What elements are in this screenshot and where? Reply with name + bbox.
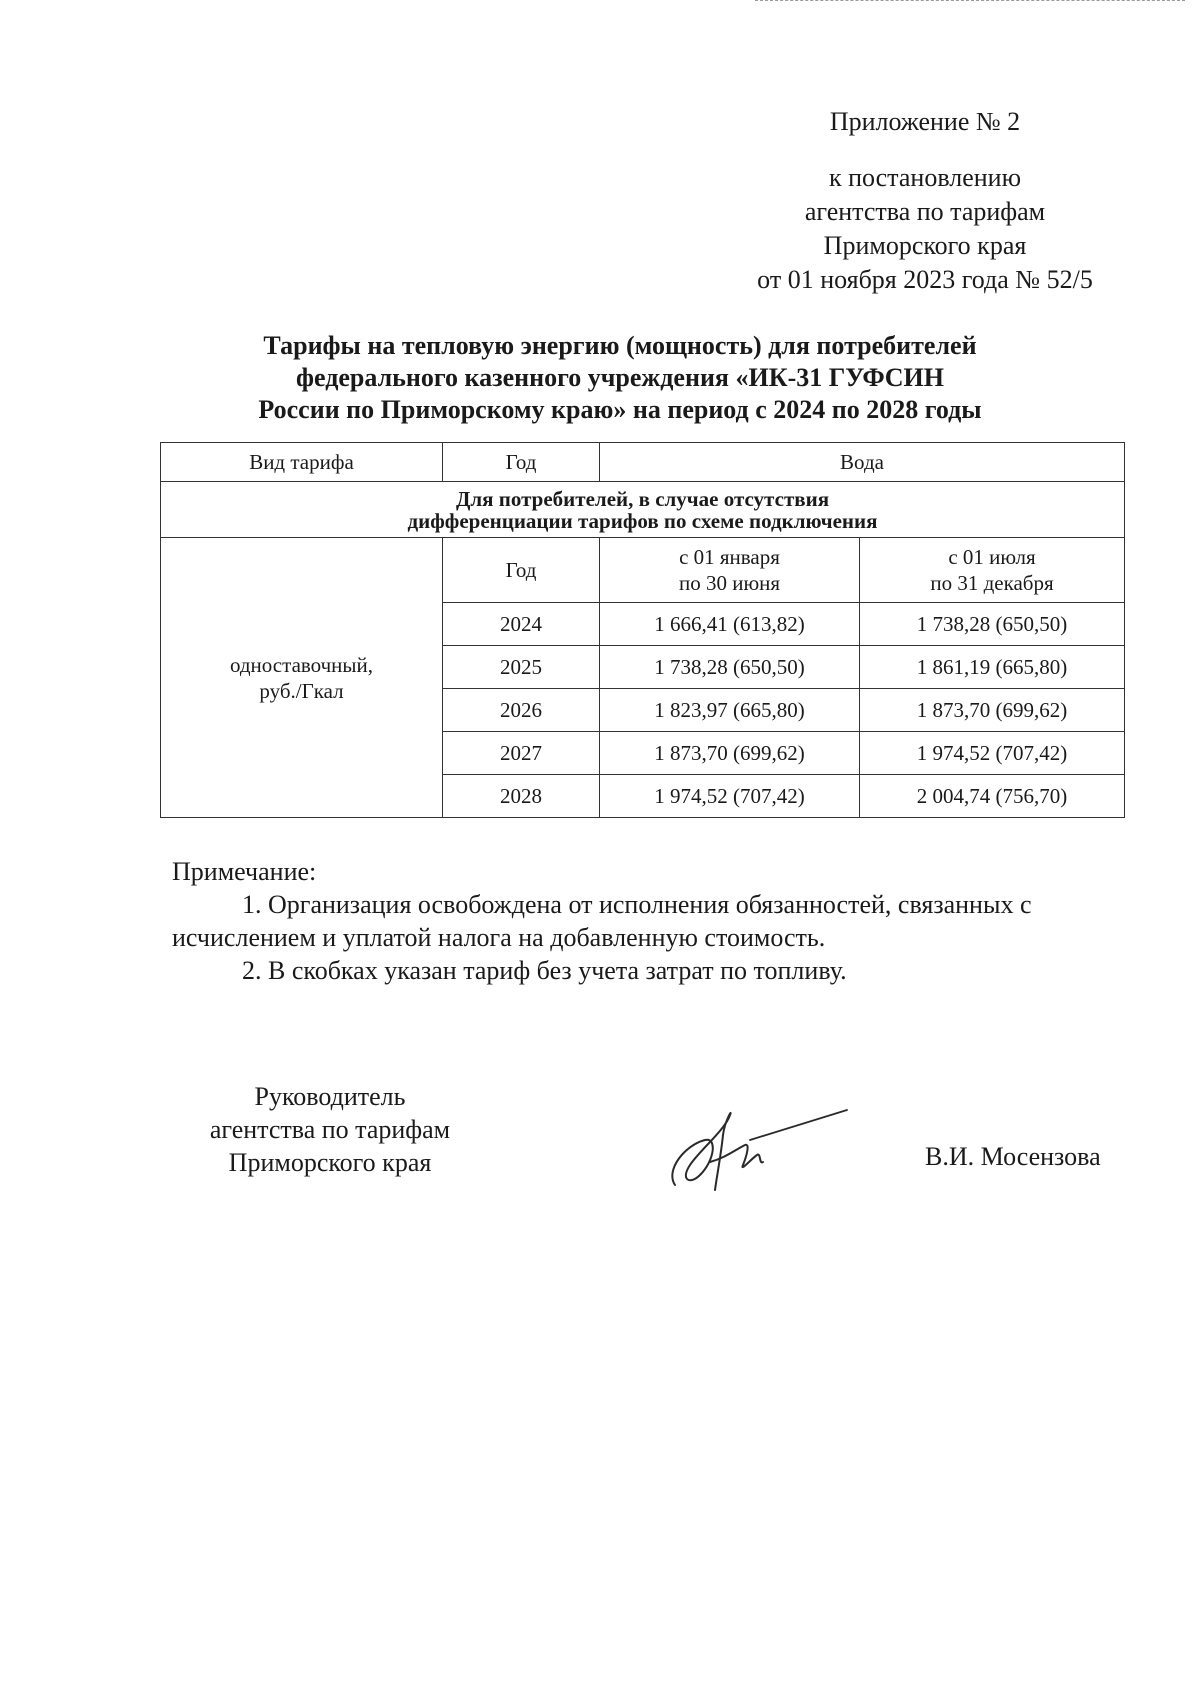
tariff-first-half: 1 738,28 (650,50)	[600, 646, 860, 689]
tariff-second-half: 1 974,52 (707,42)	[860, 732, 1125, 775]
appendix-date-number: от 01 ноября 2023 года № 52/5	[757, 265, 1093, 294]
tariff-table	[160, 442, 1125, 818]
tariff-first-half: 1 873,70 (699,62)	[600, 732, 860, 775]
top-rule	[755, 0, 1185, 3]
period-year-header: Год	[443, 538, 600, 603]
period-second-half	[860, 538, 1125, 603]
tariff-second-half: 2 004,74 (756,70)	[860, 775, 1125, 818]
title-line: России по Приморскому краю» на период с 2024 по 2028 годы	[258, 395, 982, 424]
year-cell: 2025	[443, 646, 600, 689]
year-cell: 2028	[443, 775, 600, 818]
appendix-line: Приморского края	[823, 231, 1027, 260]
tariff-second-half: 1 738,28 (650,50)	[860, 603, 1125, 646]
notes	[172, 855, 1127, 987]
period-header-row	[161, 538, 1125, 603]
year-cell: 2024	[443, 603, 600, 646]
role-line: Руководитель	[254, 1082, 406, 1111]
appendix-header	[700, 105, 1150, 297]
appendix-title: Приложение № 2	[829, 107, 1021, 136]
tariff-second-half: 1 861,19 (665,80)	[860, 646, 1125, 689]
header-water: Вода	[600, 443, 1125, 482]
appendix-line: к постановлению	[828, 163, 1022, 192]
handwritten-signature	[655, 1100, 855, 1200]
tariff-first-half: 1 974,52 (707,42)	[600, 775, 860, 818]
note-item-1: 1. Организация освобождена от исполнения обязанностей, связанных с	[242, 890, 1032, 919]
notes-heading: Примечание:	[172, 857, 317, 886]
role-line: агентства по тарифам	[209, 1115, 451, 1144]
note-item-1-continued: исчислением и уплатой налога на добавленную стоимость.	[172, 923, 826, 952]
tariff-second-half: 1 873,70 (699,62)	[860, 689, 1125, 732]
period-line: с 01 января	[679, 545, 780, 569]
period-line: с 01 июля	[948, 545, 1036, 569]
title-line: федерального казенного учреждения «ИК-31 ГУФСИН	[296, 363, 944, 392]
document-title	[160, 330, 1080, 426]
table-subheader-row	[161, 482, 1125, 538]
subheader-line: дифференциации тарифов по схеме подключения	[407, 508, 878, 533]
tariff-first-half: 1 823,97 (665,80)	[600, 689, 860, 732]
note-item-2: 2. В скобках указан тариф без учета затрат по топливу.	[242, 956, 847, 985]
period-first-half	[600, 538, 860, 603]
consumer-category	[161, 482, 1125, 538]
signatory-name: В.И. Мосензова	[925, 1142, 1101, 1171]
year-cell: 2026	[443, 689, 600, 732]
period-line: по 30 июня	[678, 571, 781, 595]
tariff-type-line: одноставочный,	[229, 652, 374, 677]
year-cell: 2027	[443, 732, 600, 775]
period-line: по 31 декабря	[930, 571, 1054, 595]
table-header-row	[161, 443, 1125, 482]
tariff-type-cell	[161, 538, 443, 818]
tariff-first-half: 1 666,41 (613,82)	[600, 603, 860, 646]
subheader-line: Для потребителей, в случае отсутствия	[455, 486, 830, 511]
appendix-line: агентства по тарифам	[804, 197, 1046, 226]
title-line: Тарифы на тепловую энергию (мощность) для потребителей	[263, 331, 977, 360]
signatory-role	[165, 1080, 495, 1179]
tariff-type-line: руб./Гкал	[259, 678, 344, 703]
header-tariff-type: Вид тарифа	[161, 443, 443, 482]
header-year: Год	[443, 443, 600, 482]
role-line: Приморского края	[228, 1148, 432, 1177]
